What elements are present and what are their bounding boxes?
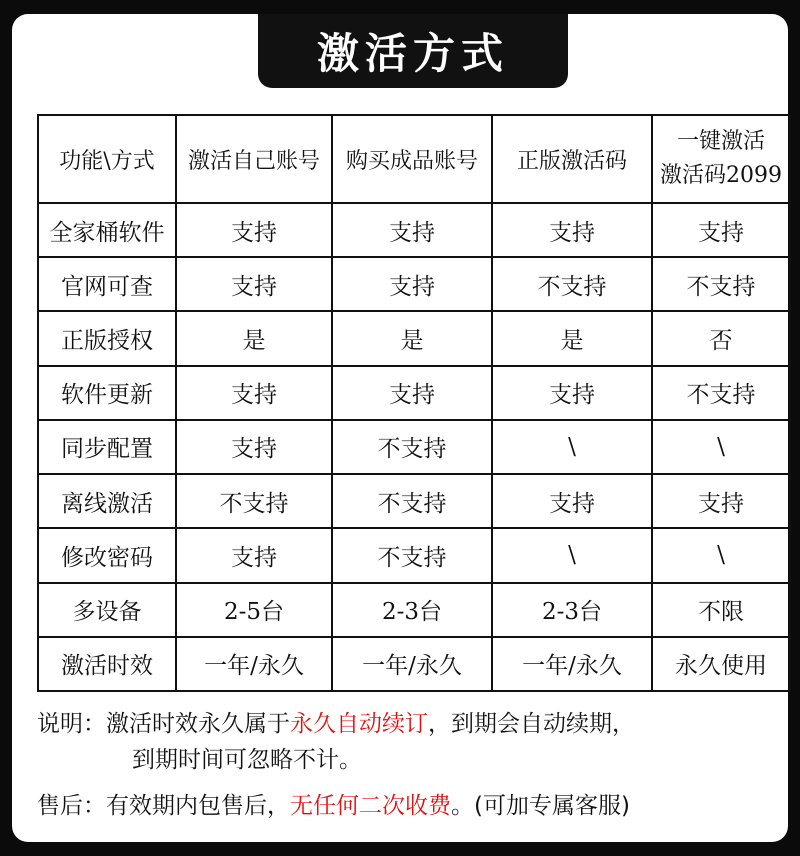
table-row — [38, 311, 790, 365]
table-row — [38, 203, 790, 257]
table-row — [38, 257, 790, 311]
row-label-cell: 官网可查 — [38, 257, 176, 311]
table-cell: 是 — [332, 311, 492, 365]
table-cell: 一年/永久 — [492, 637, 652, 691]
content-card — [12, 14, 788, 842]
table-cell: 不支持 — [176, 474, 332, 528]
note-explanation-prefix: 说明：激活时效永久属于 — [37, 711, 290, 737]
table-cell: 支持 — [652, 203, 790, 257]
page-title: 激活方式 — [258, 14, 568, 88]
table-cell: 支持 — [492, 203, 652, 257]
table-cell: 不支持 — [492, 257, 652, 311]
table-cell: 不支持 — [652, 257, 790, 311]
note-explanation — [37, 706, 797, 742]
table-cell: 一年/永久 — [176, 637, 332, 691]
table-cell: 2-3台 — [492, 583, 652, 637]
note-explanation-highlight: 永久自动续订 — [290, 711, 428, 737]
table-cell: 一年/永久 — [332, 637, 492, 691]
table-cell: 支持 — [176, 203, 332, 257]
table-cell: 否 — [652, 311, 790, 365]
table-row — [38, 474, 790, 528]
row-label-cell: 软件更新 — [38, 366, 176, 420]
table-cell: 永久使用 — [652, 637, 790, 691]
table-row — [38, 637, 790, 691]
table-cell: 是 — [176, 311, 332, 365]
row-label-cell: 全家桶软件 — [38, 203, 176, 257]
row-label-cell: 离线激活 — [38, 474, 176, 528]
note-explanation-suffix: ，到期会自动续期， — [428, 711, 635, 737]
header-cell-one-click-line2: 激活码2099 — [660, 163, 782, 188]
table-cell: 支持 — [492, 474, 652, 528]
row-label-cell: 同步配置 — [38, 420, 176, 474]
header-cell-bought-account: 购买成品账号 — [332, 115, 492, 203]
table-cell: 支持 — [652, 474, 790, 528]
table-row — [38, 366, 790, 420]
note-explanation-line2: 到期时间可忽略不计。 — [132, 747, 362, 773]
table-row — [38, 583, 790, 637]
table-cell: 不限 — [652, 583, 790, 637]
table-cell: 支持 — [176, 257, 332, 311]
table-row — [38, 528, 790, 582]
header-cell-one-click-line1: 一键激活 — [676, 129, 765, 154]
table-row — [38, 420, 790, 474]
table-header-row — [38, 115, 790, 203]
row-label-cell: 正版授权 — [38, 311, 176, 365]
table-cell: 2-3台 — [332, 583, 492, 637]
note-after-sales-suffix: 。(可加专属客服) — [451, 793, 630, 819]
row-label-cell: 激活时效 — [38, 637, 176, 691]
table-cell: 不支持 — [652, 366, 790, 420]
table-cell: 支持 — [492, 366, 652, 420]
table-cell: 不支持 — [332, 474, 492, 528]
row-label-cell: 修改密码 — [38, 528, 176, 582]
header-cell-own-account: 激活自己账号 — [176, 115, 332, 203]
note-after-sales — [37, 788, 797, 824]
row-label-cell: 多设备 — [38, 583, 176, 637]
note-after-sales-prefix: 售后：有效期内包售后， — [37, 793, 290, 819]
table-cell: \ — [492, 528, 652, 582]
table-cell: 2-5台 — [176, 583, 332, 637]
table-cell: 支持 — [176, 420, 332, 474]
note-after-sales-highlight: 无任何二次收费 — [290, 793, 451, 819]
table-cell: 支持 — [176, 366, 332, 420]
notes-section — [37, 706, 797, 824]
header-cell-feature: 功能\方式 — [38, 115, 176, 203]
table-cell: \ — [652, 528, 790, 582]
header-cell-license-code: 正版激活码 — [492, 115, 652, 203]
table-cell: 支持 — [332, 203, 492, 257]
table-cell: 支持 — [176, 528, 332, 582]
comparison-table — [37, 114, 791, 692]
table-cell: 不支持 — [332, 528, 492, 582]
table-cell: 不支持 — [332, 420, 492, 474]
table-cell: \ — [652, 420, 790, 474]
table-cell: 是 — [492, 311, 652, 365]
table-cell: \ — [492, 420, 652, 474]
table-cell: 支持 — [332, 257, 492, 311]
header-cell-one-click — [652, 115, 790, 203]
table-cell: 支持 — [332, 366, 492, 420]
